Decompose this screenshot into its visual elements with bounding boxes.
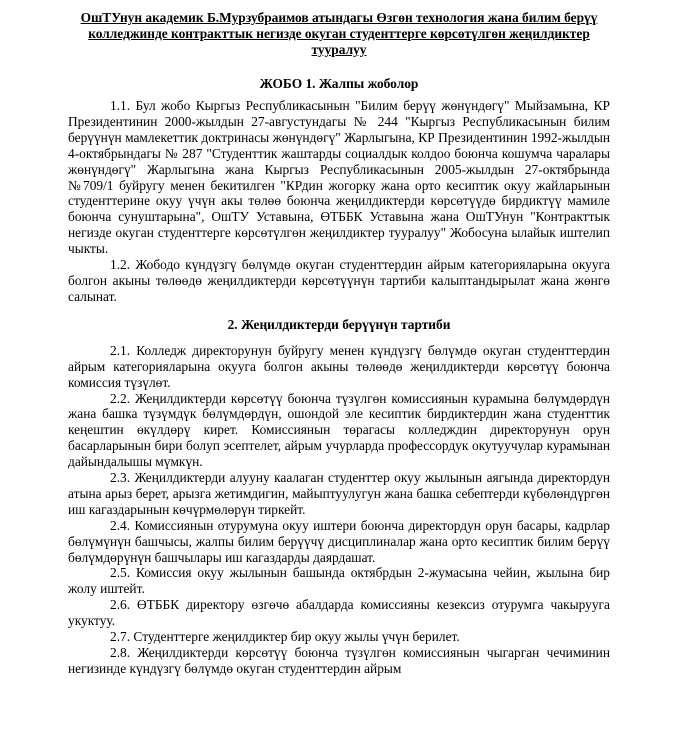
paragraph-2-5: 2.5. Комиссия окуу жылынын башында октябрдын 2-жумасына чейин, жылына бир жолу иштейт. — [68, 565, 610, 597]
section-heading-procedure: 2. Жеңилдиктерди берүүнүн тартиби — [227, 316, 451, 332]
paragraph-2-2: 2.2. Жеңилдиктерди көрсөтүү боюнча түзүлгөн комиссиянын курамына бөлүмдөрдүн жана башка түзүмдүк бөлүмдөрдүн, ошондой эле кесиптик бирдиктердин жана студенттик кеңештин өкүлдөрү кирет. Комиссиянын төрагасы колледждин директорунун орун басарларынын бири болуп эсептелет, айрым учурларда профессордук окутуучулар курамынан дайындалышы мүмкүн. — [68, 390, 610, 470]
section-heading-general: ЖОБО 1. Жалпы жоболор — [259, 76, 419, 91]
paragraph-1-2: 1.2. Жободо күндүзгү бөлүмдө окуган студенттердин айрым категорияларына окууга болгон акыны төлөөдө жеңилдиктерди көрсөтүүнүн тартиби калыптандырылат жана жөнгө салынат. — [68, 257, 610, 304]
document-title: ОшТУнун академик Б.Мурзубраимов атындагы Өзгөн технология жана билим берүү колледжинде контракттык негизде окуган студенттерге көрсөтүлгөн жеңилдиктер тууралуу — [80, 10, 598, 57]
paragraph-2-4: 2.4. Комиссиянын отурумуна окуу иштери боюнча директордун орун басары, кадрлар бөлүмүнүн башчысы, жалпы билим берүүчү дисциплиналар жана орто кесиптик билим берүү бөлүмдөрүнүн башчылары иш кагаздарды даярдашат. — [68, 517, 610, 565]
paragraph-2-8: 2.8. Жеңилдиктерди көрсөтүү боюнча түзүлгөн комиссиянын чыгарган чечиминин негизинде күндүзгү бөлүмдө окуган студенттердин айрым — [68, 645, 610, 676]
paragraph-2-6: 2.6. ӨТББК директору өзгөчө абалдарда комиссияны кезексиз отурумга чакырууга укуктуу. — [68, 597, 610, 629]
paragraph-2-3: 2.3. Жеңилдиктерди алууну каалаган студенттер окуу жылынын аягында директордун атына арыз берет, арызга жетимдигин, майыптуулугун жана башка себептерди күбөлөндүргөн иш кагаздарынын көчүрмөлөрүн тиркейт. — [68, 470, 610, 517]
paragraph-2-7: 2.7. Студенттерге жеңилдиктер бир окуу жылы үчүн берилет. — [110, 629, 460, 645]
paragraph-1-1: 1.1. Бул жобо Кыргыз Республикасынын "Билим берүү жөнүндөгү" Мыйзамына, КР Президентинин 2000-жылдын 27-августундагы № 244 "Кыргыз Республикасынын билим берүүнүн мамлекеттик доктринасы жөнүндөгү" Жарлыгына, КР Президентинин 1992-жылдын 4-октябрындагы № 287 "Студенттик жаштарды социалдык колдоо боюнча кошумча чаралары жөнүндөгү" Жарлыгына жана Кыргыз Республикасынын 2005-жылдын 27-октябрында №709/1 буйругу менен бекитилген "КРдин жогорку жана орто кесиптик окуу жайларынын студенттерине окуу үчүн акы төлөө боюнча жеңилдиктерди көрсөтүүдө бирдиктүү мамиле боюнча сунуштарына", ОшТУ Уставына, ӨТББК Уставына жана ОшТУнун "Контракттык негизде окуган студенттерге көрсөтүлгөн жеңилдиктер тууралуу" Жобосуна ылайык иштелип чыкты. — [68, 98, 610, 257]
paragraph-2-1: 2.1. Колледж директорунун буйругу менен күндүзгү бөлүмдө окуган студенттердин айрым категорияларына окууга болгон акыны төлөөдө жеңилдиктерди көрсөтүү боюнча комиссия түзүлөт. — [68, 342, 610, 390]
